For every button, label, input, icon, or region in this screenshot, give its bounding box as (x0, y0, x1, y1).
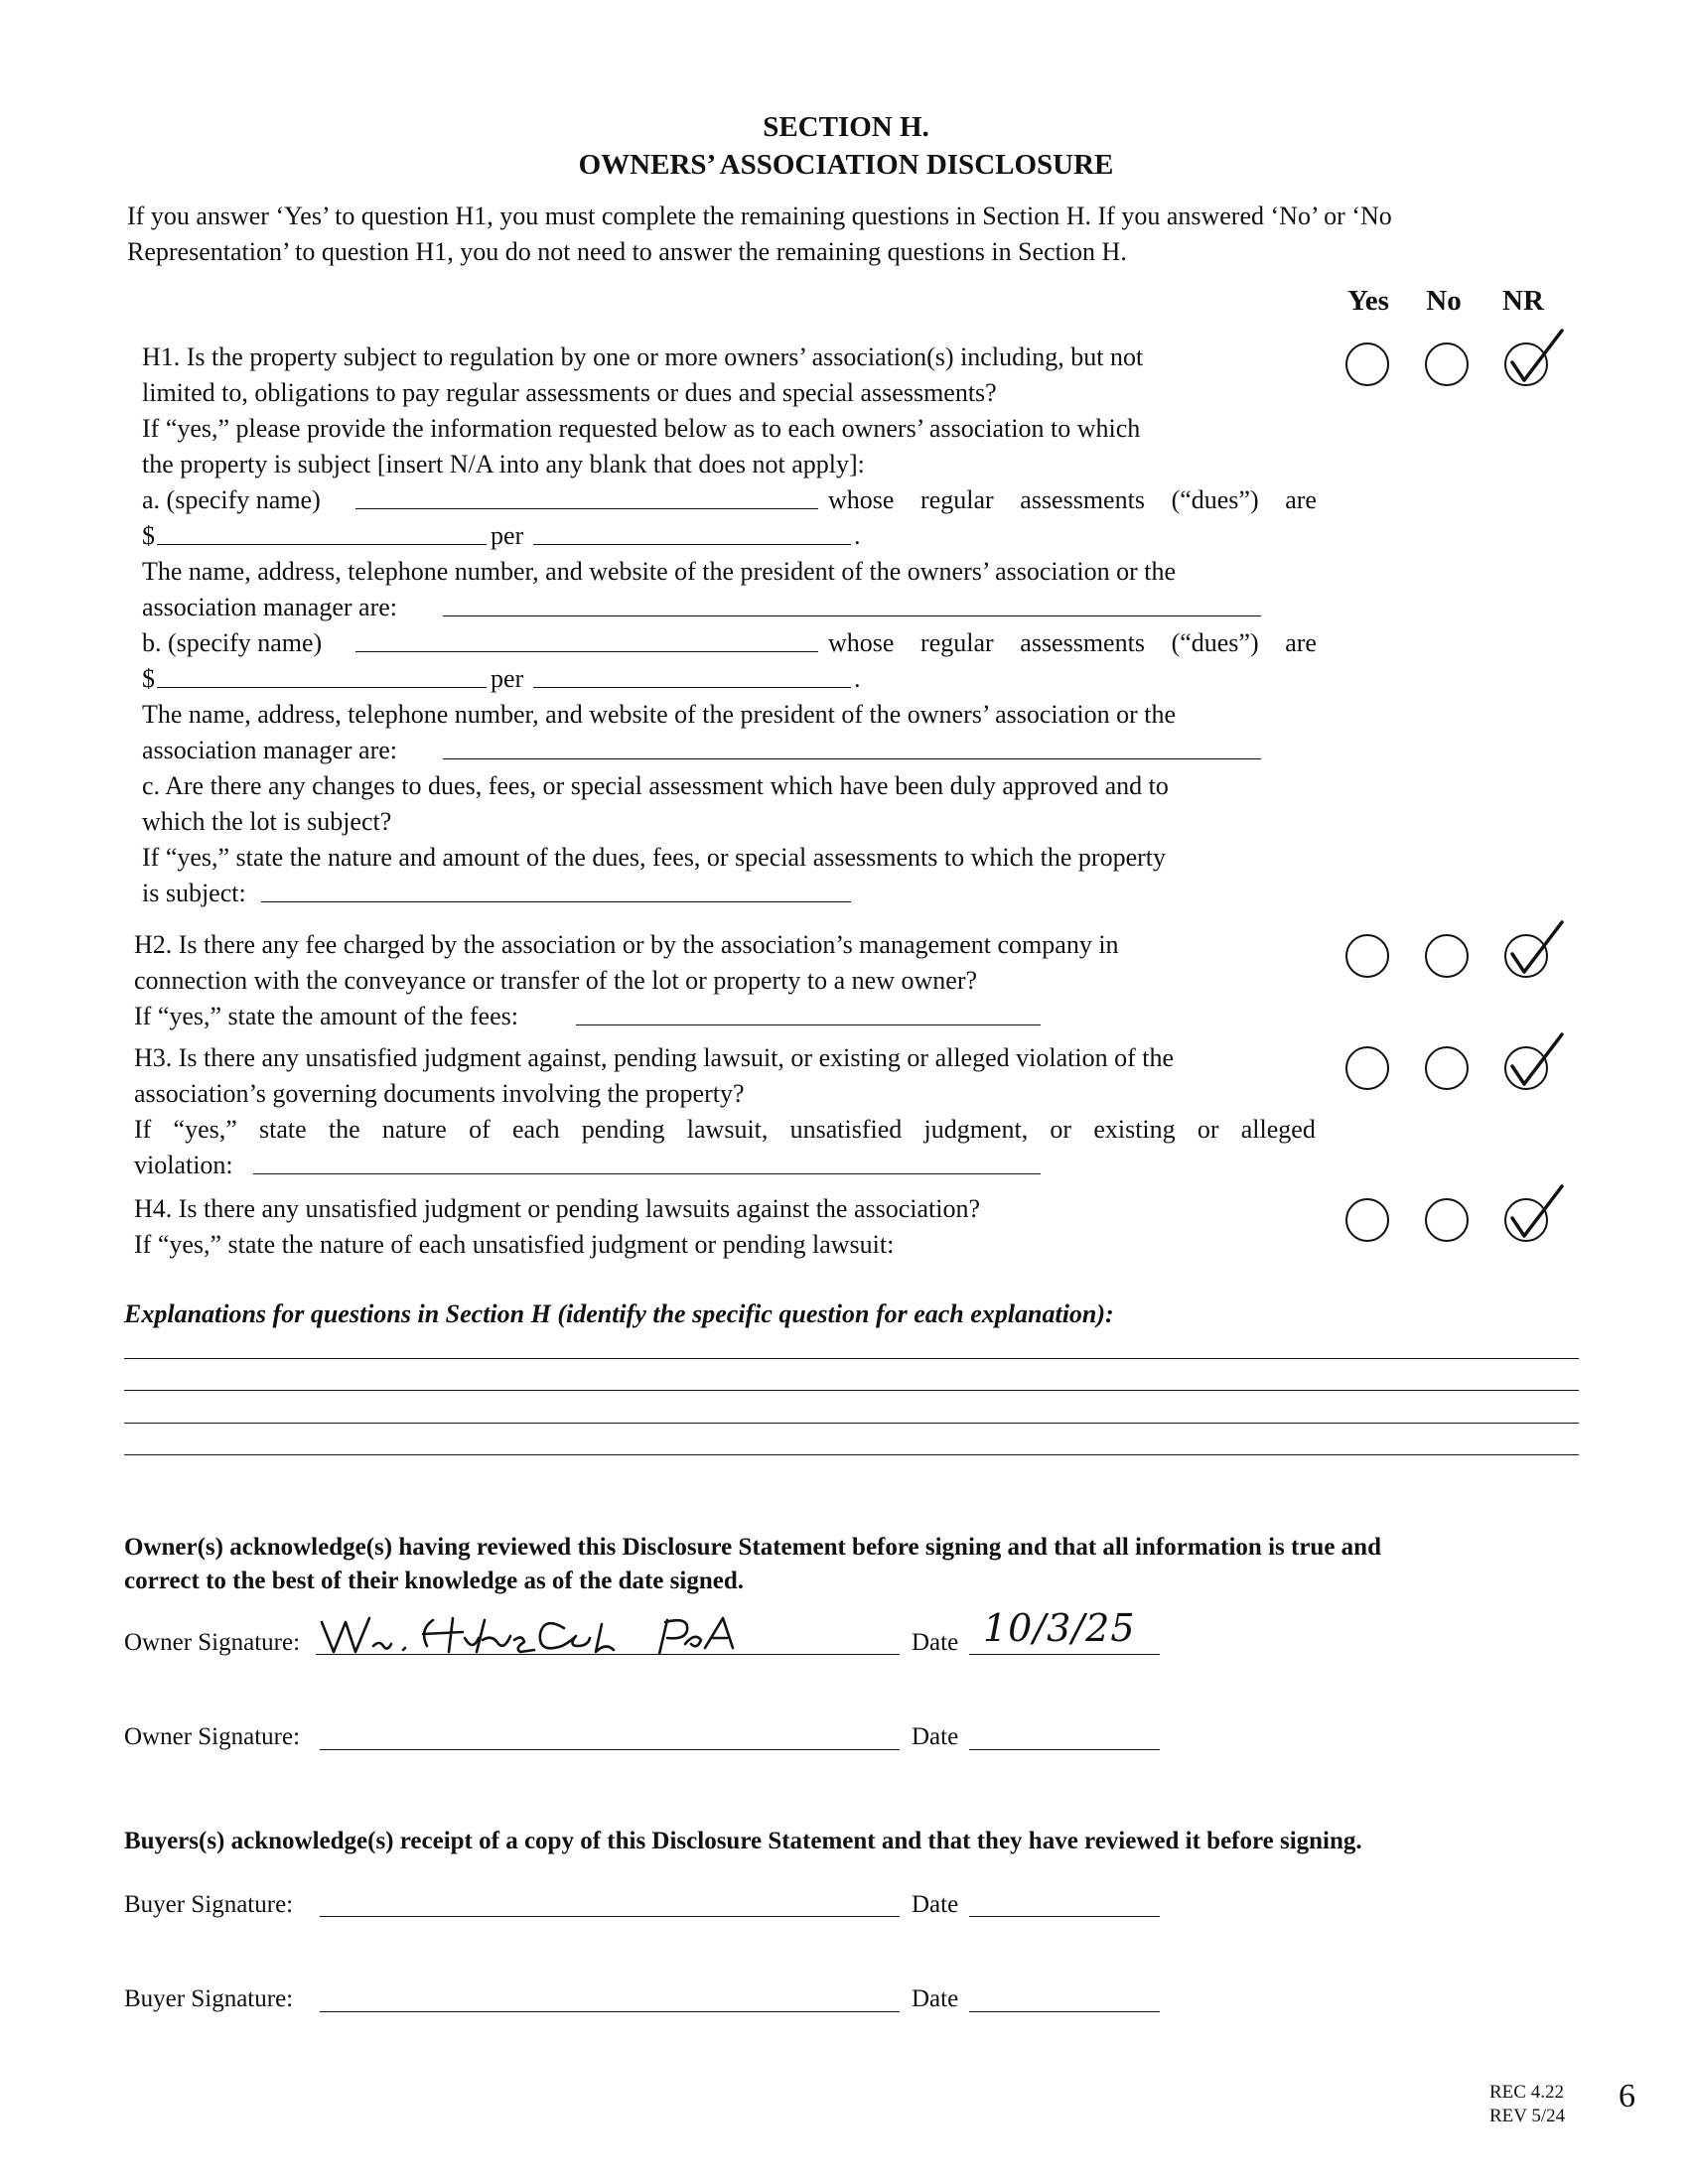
h1-a-name-field[interactable] (355, 484, 818, 509)
h3-line-3: If “yes,” state the nature of each pending lawsuit, unsatisfied judgment, or existing or alleged (134, 1115, 1316, 1144)
buyer-date-field-1[interactable] (969, 1916, 1160, 1917)
page-title: OWNERS’ ASSOCIATION DISCLOSURE (578, 149, 1114, 181)
owner-date-label-1: Date (912, 1629, 959, 1656)
h1-b-amount-field[interactable] (157, 663, 487, 688)
h1-a-dues-text: whose regular assessments (“dues”) are (828, 485, 1317, 514)
section-heading: SECTION H. (763, 111, 929, 143)
checkmark-icon (1500, 1180, 1570, 1250)
page-number: 6 (1619, 2078, 1635, 2115)
h2-yes-radio[interactable] (1345, 934, 1389, 978)
h1-a-manager-field[interactable] (443, 592, 1261, 616)
owner-date-value-1: 10/3/25 (983, 1606, 1136, 1650)
form-code: REC 4.22 (1489, 2082, 1564, 2103)
owner-signature-text (0, 0, 1, 1)
h1-line-2: limited to, obligations to pay regular assessments or dues and special assessments? (142, 378, 997, 407)
owner-signature-label-2: Owner Signature: (124, 1723, 301, 1750)
h1-a-dollar-label: $ (142, 521, 155, 550)
h1-a-per-label: per (491, 521, 524, 550)
buyer-signature-field-2[interactable] (320, 2011, 900, 2012)
h3-line-4: violation: (134, 1151, 233, 1179)
column-yes: Yes (1347, 285, 1389, 317)
h1-b-name-label: b. (specify name) (142, 628, 323, 657)
h1-a-name-label: a. (specify name) (142, 485, 321, 514)
owner-date-label-2: Date (912, 1723, 959, 1750)
form-revision: REV 5/24 (1489, 2106, 1566, 2126)
h4-yes-radio[interactable] (1345, 1198, 1389, 1242)
h2-nr-radio[interactable] (1504, 934, 1548, 978)
intro-line-2: Representation’ to question H1, you do not need to answer the remaining questions in Section H. (127, 237, 1127, 266)
owner-signature-field-2[interactable] (320, 1749, 900, 1750)
h1-no-radio[interactable] (1425, 342, 1469, 386)
h1-b-per-label: per (491, 664, 524, 693)
buyer-date-label-2: Date (912, 1985, 959, 2012)
h3-line-2: association’s governing documents involving the property? (134, 1079, 745, 1108)
h1-a-amount-field[interactable] (157, 520, 487, 545)
h3-yes-radio[interactable] (1345, 1046, 1389, 1090)
h1-c-nature-field[interactable] (261, 878, 851, 902)
h1-c-line-1: c. Are there any changes to dues, fees, or special assessment which have been duly approved and to (142, 771, 1169, 800)
owner-date-field-1[interactable] (969, 1654, 1160, 1655)
h2-no-radio[interactable] (1425, 934, 1469, 978)
h1-b-president-text: The name, address, telephone number, and website of the president of the owners’ association or the (142, 700, 1177, 729)
explanations-label: Explanations for questions in Section H (identify the specific question for each explanation): (124, 1299, 1114, 1328)
h1-b-dollar-label: $ (142, 664, 155, 693)
buyer-date-label-1: Date (912, 1891, 959, 1918)
explanation-line-2[interactable] (124, 1390, 1579, 1391)
owner-date-field-2[interactable] (969, 1749, 1160, 1750)
h3-violation-field[interactable] (253, 1150, 1041, 1174)
h3-nr-radio[interactable] (1504, 1046, 1548, 1090)
buyer-signature-label-1: Buyer Signature: (124, 1891, 294, 1918)
h1-line-4: the property is subject [insert N/A into any blank that does not apply]: (142, 450, 865, 478)
owner-signature-label-1: Owner Signature: (124, 1629, 301, 1656)
h1-c-line-2: which the lot is subject? (142, 807, 392, 836)
h1-c-line-4: is subject: (142, 879, 246, 907)
intro-line-1: If you answer ‘Yes’ to question H1, you must complete the remaining questions in Section H. If you answered ‘No’ or ‘No (127, 202, 1392, 230)
h3-no-radio[interactable] (1425, 1046, 1469, 1090)
h1-b-name-field[interactable] (355, 627, 818, 652)
checkmark-icon (1500, 916, 1570, 986)
column-nr: NR (1502, 285, 1544, 317)
h1-a-period-field[interactable] (533, 520, 851, 545)
h4-nr-radio[interactable] (1504, 1198, 1548, 1242)
buyer-date-field-2[interactable] (969, 2011, 1160, 2012)
explanation-line-3[interactable] (124, 1423, 1579, 1424)
h1-line-1: H1. Is the property subject to regulation by one or more owners’ association(s) including, but not (142, 342, 1144, 371)
owner-ack-line-2: correct to the best of their knowledge as of the date signed. (124, 1568, 744, 1594)
h2-line-2: connection with the conveyance or transfer of the lot or property to a new owner? (134, 966, 978, 995)
period-mark: . (854, 521, 861, 550)
h1-line-3: If “yes,” please provide the information requested below as to each owners’ association to which (142, 414, 1141, 443)
h1-a-manager-label: association manager are: (142, 593, 397, 621)
h4-no-radio[interactable] (1425, 1198, 1469, 1242)
buyer-signature-label-2: Buyer Signature: (124, 1985, 294, 2012)
h1-b-manager-label: association manager are: (142, 736, 397, 764)
h1-a-president-text: The name, address, telephone number, and website of the president of the owners’ association or the (142, 557, 1177, 586)
h1-b-dues-text: whose regular assessments (“dues”) are (828, 628, 1317, 657)
h4-line-2: If “yes,” state the nature of each unsatisfied judgment or pending lawsuit: (134, 1230, 895, 1259)
column-no: No (1426, 285, 1462, 317)
h2-line-1: H2. Is there any fee charged by the association or by the association’s management company in (134, 930, 1119, 959)
buyer-signature-field-1[interactable] (320, 1916, 900, 1917)
explanation-line-4[interactable] (124, 1454, 1579, 1455)
h2-line-3: If “yes,” state the amount of the fees: (134, 1002, 518, 1030)
explanation-line-1[interactable] (124, 1358, 1579, 1359)
h4-line-1: H4. Is there any unsatisfied judgment or pending lawsuits against the association? (134, 1194, 981, 1223)
h1-c-line-3: If “yes,” state the nature and amount of the dues, fees, or special assessments to which the property (142, 843, 1166, 872)
owner-signature-handwriting (316, 1600, 812, 1660)
owner-ack-line-1: Owner(s) acknowledge(s) having reviewed this Disclosure Statement before signing and that all information is true and (124, 1534, 1381, 1561)
period-mark: . (854, 664, 861, 693)
h3-line-1: H3. Is there any unsatisfied judgment against, pending lawsuit, or existing or alleged violation of the (134, 1043, 1174, 1072)
h1-b-manager-field[interactable] (443, 735, 1261, 759)
h1-yes-radio[interactable] (1345, 342, 1389, 386)
h1-nr-radio[interactable] (1504, 342, 1548, 386)
buyer-ack: Buyers(s) acknowledge(s) receipt of a copy of this Disclosure Statement and that they have reviewed it before signing. (124, 1828, 1362, 1854)
h1-b-period-field[interactable] (533, 663, 851, 688)
checkmark-icon (1500, 1028, 1570, 1098)
checkmark-icon (1500, 325, 1570, 394)
h2-fee-amount-field[interactable] (576, 1001, 1041, 1025)
